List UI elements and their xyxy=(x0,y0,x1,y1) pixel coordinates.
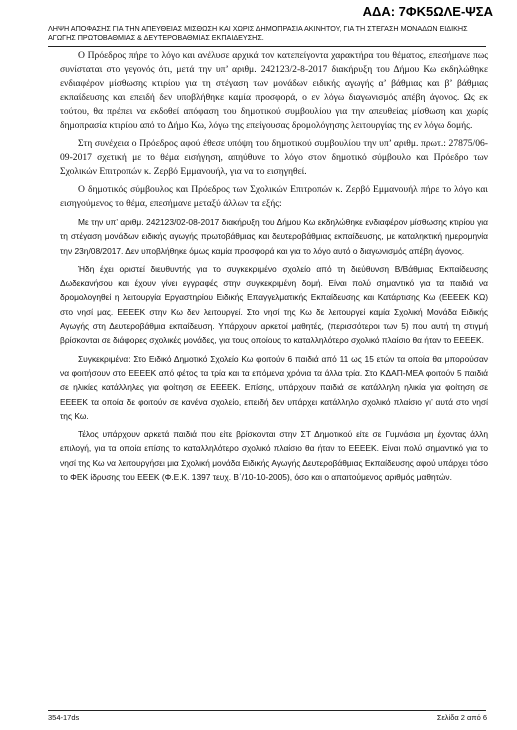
paragraph-7: Τέλος υπάρχουν αρκετά παιδιά που είτε βρίσκονται στην ΣΤ Δημοτικού είτε σε Γυμνάσια μη έχοντας άλλη επιλογή, για τα οποία επίσης το καταλληλότερο σχολικό πλαίσιο θα ήταν το ΕΕΕΕΚ. Είναι πολύ σημαντικό για το νησί της Κω να λειτουργήσει μια Σχολική μονάδα Ειδικής Αγωγής Δευτεροβάθμιας Εκπαίδευσης αφού υπάρχει τόσο το ΦΕΚ ίδρυσης του ΕΕΕΚ (Φ.Ε.Κ. 1397 τευχ. Β΄/10-10-2005), όσο και ο απαιτούμενος αριθμός μαθητών. xyxy=(60,429,488,483)
running-header xyxy=(48,24,486,42)
footer-page-number: Σελίδα 2 από 6 xyxy=(436,713,487,722)
paragraph-5: Ήδη έχει οριστεί διευθυντής για το συγκεκριμένο σχολείο από τη διεύθυνση Β/Βάθμιας Εκπαίδευσης Δωδεκανήσου και έχουν γίνει εγγραφές στην συγκεκριμένη δομή. Είναι πολύ σημαντικό για τα παιδιά να δρομολογηθεί η λειτουργία Εργαστηρίου Ειδικής Επαγγελματικής Εκπαίδευσης και Κατάρτισης Κω (ΕΕΕΕΚ ΚΩ) στο νησί μας. ΕΕΕΕΚ στην Κω δεν λειτουργεί. Στο νησί της Κω δε λειτουργεί καμία Σχολική Μονάδα Ειδικής Αγωγής στη Δευτεροβάθμια εκπαίδευση. Υπάρχουν αρκετοί μαθητές, (περισσότεροι των 5) που αυτή τη στιγμή βρίσκονται σε διάφορες σχολικές μονάδες, για τους οποίους το καταλληλότερο σχολικό πλαίσιο θα ήταν το ΕΕΕΕΚ. xyxy=(60,263,488,346)
paragraph-6: Συγκεκριμένα: Στο Ειδικό Δημοτικό Σχολείο Κω φοιτούν 6 παιδιά από 11 ως 15 ετών τα οποία θα μπορούσαν να φοιτήσουν στο ΕΕΕΕΚ από φέτος τα τρία και τα επόμενα χρόνια τα άλλα τρία. Στο ΚΔΑΠ-ΜΕΑ φοιτούν 5 παιδιά σε ηλικίες κατάλληλες για φοίτηση σε ΕΕΕΕΚ. Επίσης, υπάρχουν παιδιά σε κατάλληλη ηλικία για φοίτηση σε ΕΕΕΕΚ τα οποία δε φοιτούν σε κανένα σχολείο, επειδή δεν υπάρχει κατάλληλο σχολικό πλαίσιο γι’ αυτά στο νησί της Κω. xyxy=(60,353,488,421)
paragraph-3: Ο δημοτικός σύμβουλος και Πρόεδρος των Σχολικών Επιτροπών κ. Ζερβό Εμμανουήλ πήρε το λόγο και εισηγούμενος το θέμα, επεσήμανε μεταξύ άλλων τα εξής: xyxy=(60,184,488,209)
paragraph-4: Με την υπ’ αριθμ. 242123/02-08-2017 διακήρυξη του Δήμου Κω εκδηλώθηκε ενδιαφέρον μίσθωσης κτιρίου για τη στέγαση μονάδων ειδικής αγωγής πρωτοβάθμιας και δευτεροβάθμιας εκπαίδευσης, με καταληκτική ημερομηνία την 23η/08/2017. Δεν υποβλήθηκε όμως καμία προσφορά και για το λόγο αυτό ο διαγωνισμός απέβη άγονος. xyxy=(60,217,488,256)
header-line-1: ΛΗΨΗ ΑΠΟΦΑΣΗΣ ΓΙΑ ΤΗΝ ΑΠΕΥΘΕΙΑΣ ΜΙΣΘΩΣΗ ΚΑΙ ΧΩΡΙΣ ΔΗΜΟΠΡΑΣΙΑ ΑΚΙΝΗΤΟΥ, ΓΙΑ ΤΗ ΣΤΕΓΑΣΗ ΜΟΝΑΔΩΝ ΕΙΔΙΚΗΣ xyxy=(48,24,468,33)
header-line-2: ΑΓΩΓΗΣ ΠΡΩΤΟΒΑΘΜΙΑΣ & ΔΕΥΤΕΡΟΒΑΘΜΙΑΣ ΕΚΠΑΙΔΕΥΣΗΣ. xyxy=(48,33,264,42)
paragraph-1: Ο Πρόεδρος πήρε το λόγο και ανέλυσε αρχικά τον κατεπείγοντα χαρακτήρα του θέματος, επεσήμανε πως συνίσταται στο γεγονός ότι, μετά την υπ’ αριθμ. 242123/2-8-2017 διακήρυξη του Δήμου Κω εκδηλώθηκε ενδιαφέρον μίσθωσης κτιρίου για τη στέγαση των μονάδων ειδικής αγωγής α’ βάθμιας και β’ βάθμιας εκπαίδευσης και επειδή δεν υποβλήθηκε καμία προσφορά, ο εν λόγω διαγωνισμός απέβη άγονος. Ως εκ τούτου, θα πρέπει να εκδοθεί απόφαση του δημοτικού συμβουλίου για την απευθείας μίσθωση και χωρίς δημοπρασία κτιρίου από το Δήμο Κω, λόγω της επείγουσας δρομολόγησης λειτουργίας της εν λόγω δομής. xyxy=(60,50,488,131)
document-body xyxy=(60,49,488,488)
ada-code: ΑΔΑ: 7ΦΚ5ΩΛΕ-ΨΣΑ xyxy=(362,4,493,19)
paragraph-2: Στη συνέχεια ο Πρόεδρος αφού έθεσε υπόψη του δημοτικού συμβουλίου την υπ’ αριθμ. πρωτ.: 27875/06-09-2017 σχετική με το θέμα εισήγηση, απηύθυνε το λόγο στον δημοτικό σύμβουλο και Πρόεδρο των Σχολικών Επιτροπών κ. Ζερβό Εμμανουήλ, για να το εισηγηθεί. xyxy=(60,138,488,177)
header-divider xyxy=(48,46,486,47)
footer-divider xyxy=(48,710,486,711)
footer-document-code: 354-17ds xyxy=(48,713,80,722)
